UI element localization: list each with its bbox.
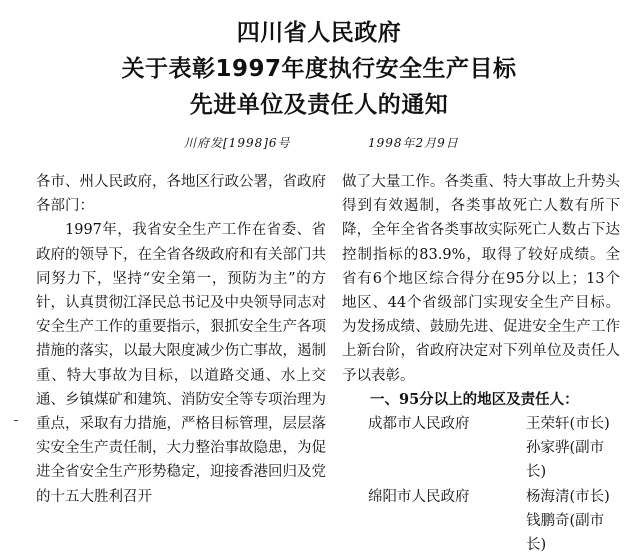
document-title-line-1: 四川省人民政府 [236,20,402,46]
responsible-person: 孙家骅(副市长) [526,440,605,481]
section-1-heading: 一、95分以上的地区及责任人： [370,390,579,408]
margin-mark [14,420,18,421]
document-number: 川府发[1998]6号 [184,136,291,150]
region-name-empty [342,509,514,557]
entry-row [342,485,620,509]
document-date: 1998年2月9日 [368,136,459,150]
region-name: 绵阳市人民政府 [368,488,470,505]
region-name: 成都市人民政府 [368,416,470,433]
entry-row [342,509,620,557]
responsible-person: 杨海清(市长) [526,488,610,505]
region-name-empty [342,436,514,484]
responsible-person: 钱鹏奇(副市长) [526,512,605,554]
entry-row [342,436,620,484]
paragraph-1: 1997年，我省安全生产工作在省委、省政府的领导下，在全省各级政府和有关部门共同努力下，坚持“安全第一，预防为主”的方针，认真贯彻江泽民总书记及中央领导同志对安全生产工作的重要指示，狠抓安全生产各项措施的落实，以最大限度减少伤亡事故，遏制重、特大事故为目标，以道路交通、水上交通、乡镇煤矿和建筑、消防安全等专项治理为重点，采取有力措施，严格目标管理，层层落实安全生产责任制，大力整治事故隐患，为促进全省安全生产形势稳定，迎接香港回归及党的十五大胜利召开 [36,222,326,505]
document-title-line-2: 关于表彰1997年度执行安全生产目标 [121,56,517,82]
right-column [342,170,620,557]
responsible-person: 王荣轩(市长) [526,416,610,433]
salutation: 各市、州人民政府，各地区行政公署，省政府各部门： [36,174,326,215]
paragraph-1-continued: 做了大量工作。各类重、特大事故上升势头得到有效遏制，各类事故死亡人数有所下降，全年全省各类事故实际死亡人数占下达控制指标的83.9%，取得了较好成绩。全省有6个地区综合得分在95分以上；13个地区、44个省级部门实现安全生产目标。为发扬成绩、鼓励先进、促进安全生产工作上新台阶，省政府决定对下列单位及责任人予以表彰。 [342,174,620,384]
document-title-line-3: 先进单位及责任人的通知 [189,92,449,118]
entry-row [342,412,620,436]
left-column [36,170,326,509]
